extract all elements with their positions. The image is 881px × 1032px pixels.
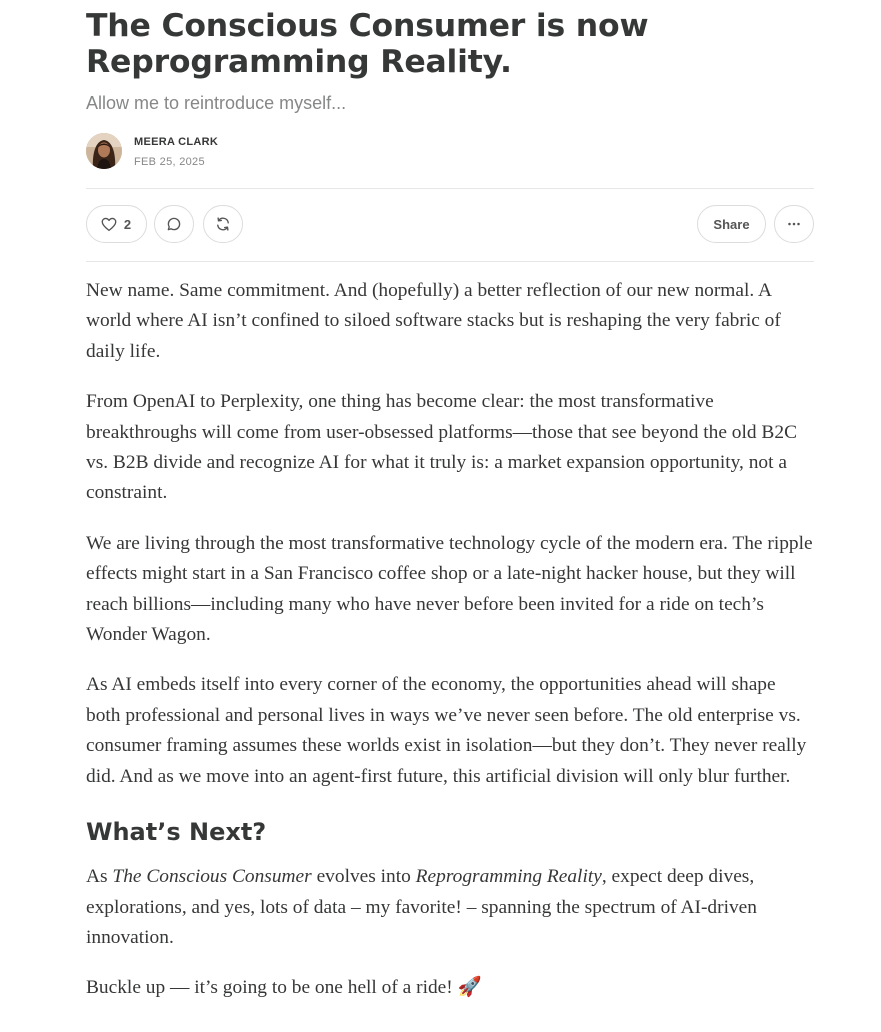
share-button[interactable]: Share [697,205,766,243]
p5-old-name: The Conscious Consumer [112,866,312,888]
body-paragraph-5 [86,862,814,953]
comment-bubble-icon [165,215,183,233]
restack-arrows-icon [214,215,232,233]
post-subtitle: Allow me to reintroduce myself... [86,93,347,113]
p5-text-middle: evolves into [311,866,416,888]
post-body [86,276,814,1024]
more-options-button[interactable] [774,205,814,243]
section-heading: What’s Next? [86,818,267,847]
body-paragraph-1: New name. Same commitment. And (hopefully) a better reflection of our new normal. A world where AI isn’t confined to siloed software stacks but is reshaping the very fabric of daily life. [86,280,781,362]
more-dots-icon [785,215,803,233]
body-paragraph-6: Buckle up — it’s going to be one hell of a ride! 🚀 [86,977,482,999]
author-avatar[interactable] [86,133,122,169]
post-date: FEB 25, 2025 [134,156,205,168]
body-paragraph-2: From OpenAI to Perplexity, one thing has become clear: the most transformative breakthroughs will come from user-obsessed platforms—those that see beyond the old B2C vs. B2B divide and recognize AI for what it truly is: a market expansion opportunity, not a constraint. [86,391,797,504]
like-button[interactable] [86,205,147,243]
comment-button[interactable] [154,205,194,243]
like-count: 2 [123,216,132,232]
divider-top [86,188,814,189]
divider-bottom [86,261,814,262]
author-name[interactable]: MEERA CLARK [134,136,219,148]
p5-text-start: As [86,866,113,888]
restack-button[interactable] [203,205,243,243]
p5-new-name: Reprogramming Reality [415,866,602,888]
avatar-image [86,133,122,169]
post-actions-bar [86,205,814,245]
body-paragraph-4: As AI embeds itself into every corner of the economy, the opportunities ahead will shape both professional and personal lives in ways we’ve never seen before. The old enterprise vs. consumer framing assumes these worlds exist in isolation—but they don’t. They never really did. And as we move into an agent-first future, this artificial division will only blur further. [86,674,807,787]
p5-text-end: , expect deep dives, explorations, and yes, lots of data – my favorite! – spanning the spectrum of AI-driven innovation. [86,866,757,948]
post-title: The Conscious Consumer is now Reprogramming Reality. [86,8,649,80]
heart-icon [100,215,118,233]
body-paragraph-3: We are living through the most transformative technology cycle of the modern era. The ripple effects might start in a San Francisco coffee shop or a late-night hacker house, but they will reach billions—including many who have never before been invited for a ride on tech’s Wonder Wagon. [86,532,813,646]
